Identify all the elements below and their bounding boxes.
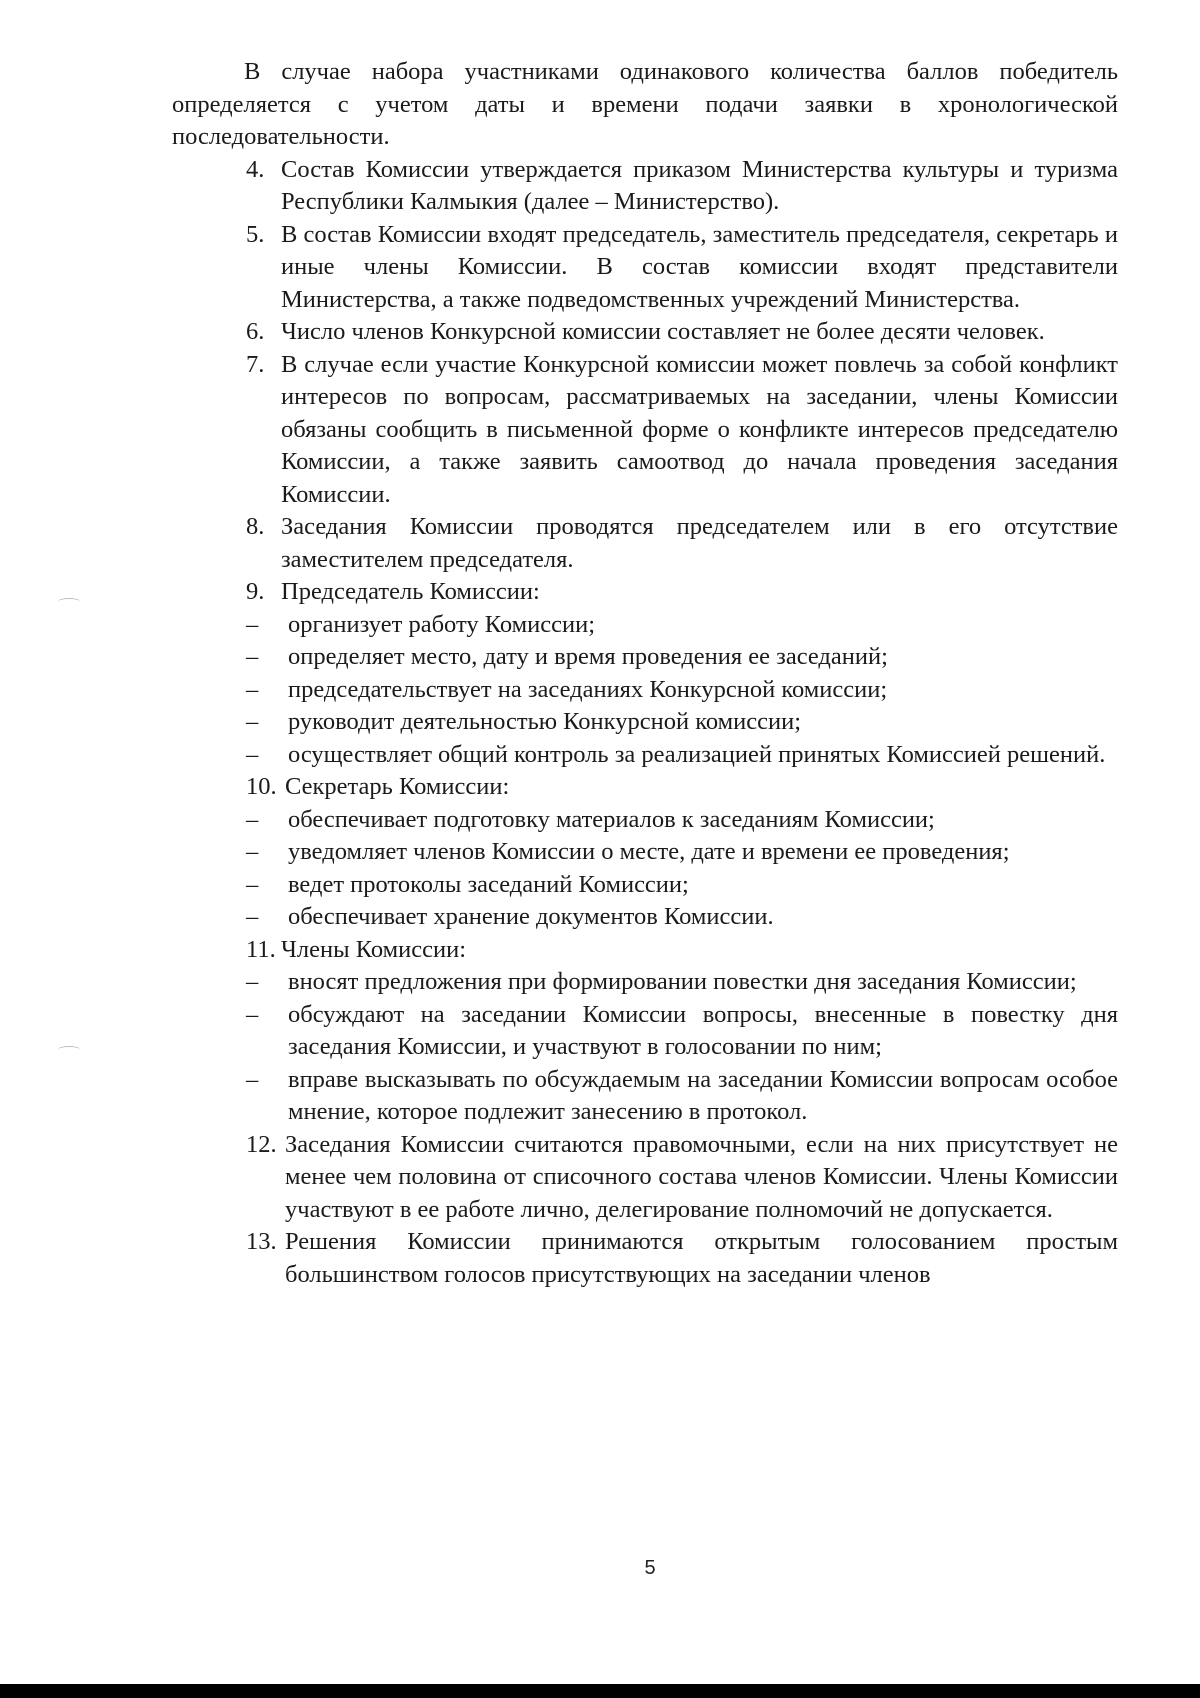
duty-text: ведет протоколы заседаний Комиссии; [288, 870, 689, 898]
duty-text: обсуждают на заседании Комиссии вопросы, внесенные в повестку дня заседания Комиссии, и участвуют в голосовании по ним; [288, 1000, 1118, 1060]
secretary-duty-item [172, 836, 1118, 869]
item-number: 5. [246, 220, 265, 248]
dash-bullet: – [246, 805, 259, 833]
dash-bullet: – [246, 675, 259, 703]
dash-bullet: – [246, 968, 259, 995]
duty-text: организует работу Комиссии; [288, 610, 596, 638]
item-text: В состав Комиссии входят председатель, заместитель председателя, секретарь и иные члены Комиссии. В состав комиссии входят представители Министерства, а также подведомственных учреждений Министерства. [281, 220, 1118, 313]
dash-bullet: – [246, 1000, 259, 1028]
item-text: Заседания Комиссии считаются правомочными, если на них присутствует не менее чем половина от списочного состава членов Комиссии. Члены Комиссии участвуют в ее работе лично, делегирование полномочий не допускается. [285, 1130, 1118, 1223]
scan-artifact [58, 1046, 80, 1053]
member-duty-item [172, 966, 1118, 999]
duty-text: руководит деятельностью Конкурсной комиссии; [288, 708, 802, 735]
secretary-duty-item [172, 869, 1118, 902]
duty-text: обеспечивает подготовку материалов к заседаниям Комиссии; [288, 805, 935, 833]
lead-paragraph: В случае набора участниками одинакового количества баллов победитель определяется с учетом даты и времени подачи заявки в хронологической последовательности. [172, 58, 1118, 150]
scan-bottom-edge [0, 1684, 1200, 1698]
item-number: 7. [246, 350, 265, 378]
dash-bullet: – [246, 708, 259, 735]
list-item-9 [172, 576, 1118, 609]
item-number: 8. [246, 513, 265, 540]
dash-bullet: – [246, 610, 259, 638]
duty-text: уведомляет членов Комиссии о месте, дате и времени ее проведения; [288, 838, 1010, 865]
list-item-10 [172, 771, 1118, 804]
item-text: Председатель Комиссии: [281, 578, 540, 605]
item-number: 6. [246, 318, 265, 345]
chair-duty-item [172, 674, 1118, 707]
item-text: В случае если участие Конкурсной комиссии может повлечь за собой конфликт интересов по вопросам, рассматриваемых на заседании, члены Комиссии обязаны сообщить в письменной форме о конфликте интересов председателю Комиссии, а также заявить самоотвод до начала проведения заседания Комиссии. [281, 350, 1118, 508]
dash-bullet: – [246, 903, 259, 930]
list-item-4 [172, 154, 1118, 219]
item-number: 12. [246, 1130, 277, 1158]
list-item-11 [172, 934, 1118, 967]
list-item-7 [172, 349, 1118, 512]
dash-bullet: – [246, 838, 259, 865]
dash-bullet: – [246, 1065, 259, 1093]
item-number: 10. [246, 773, 277, 800]
dash-bullet: – [246, 643, 259, 670]
duty-text: осуществляет общий контроль за реализацией принятых Комиссией решений. [288, 740, 1106, 768]
duty-text: определяет место, дату и время проведения ее заседаний; [288, 643, 888, 670]
item-text: Решения Комиссии принимаются открытым голосованием простым большинством голосов присутствующих на заседании членов [285, 1228, 1118, 1288]
duty-text: вправе высказывать по обсуждаемым на заседании Комиссии вопросам особое мнение, которое подлежит занесению в протокол. [288, 1065, 1118, 1125]
item-text: Число членов Конкурсной комиссии составляет не более десяти человек. [281, 318, 1045, 345]
member-duty-item [172, 1064, 1118, 1129]
duty-text: вносят предложения при формировании повестки дня заседания Комиссии; [288, 968, 1077, 995]
secretary-duty-item [172, 901, 1118, 934]
dash-bullet: – [246, 740, 259, 768]
duty-text: обеспечивает хранение документов Комиссии. [288, 903, 774, 930]
item-text: Заседания Комиссии проводятся председателем или в его отсутствие заместителем председателя. [281, 513, 1118, 573]
item-text: Состав Комиссии утверждается приказом Министерства культуры и туризма Республики Калмыкия (далее – Министерство). [281, 155, 1118, 215]
secretary-duty-item [172, 804, 1118, 837]
chair-duty-item [172, 706, 1118, 739]
item-number: 13. [246, 1228, 277, 1255]
chair-duty-item [172, 609, 1118, 642]
list-item-12 [172, 1129, 1118, 1227]
item-text: Секретарь Комиссии: [285, 773, 510, 800]
list-item-6 [172, 316, 1118, 349]
page-number: 5 [644, 1557, 656, 1579]
dash-bullet: – [246, 870, 259, 898]
duty-text: председательствует на заседаниях Конкурсной комиссии; [288, 675, 888, 703]
chair-duty-item [172, 739, 1118, 772]
item-text: Члены Комиссии: [281, 935, 467, 963]
scan-artifact [58, 598, 80, 605]
item-number: 9. [246, 578, 265, 605]
list-item-13 [172, 1226, 1118, 1291]
list-item-5 [172, 219, 1118, 317]
document-body [172, 56, 1118, 1291]
item-number: 11. [246, 935, 276, 963]
list-item-8 [172, 511, 1118, 576]
item-number: 4. [246, 155, 265, 183]
member-duty-item [172, 999, 1118, 1064]
chair-duty-item [172, 641, 1118, 674]
